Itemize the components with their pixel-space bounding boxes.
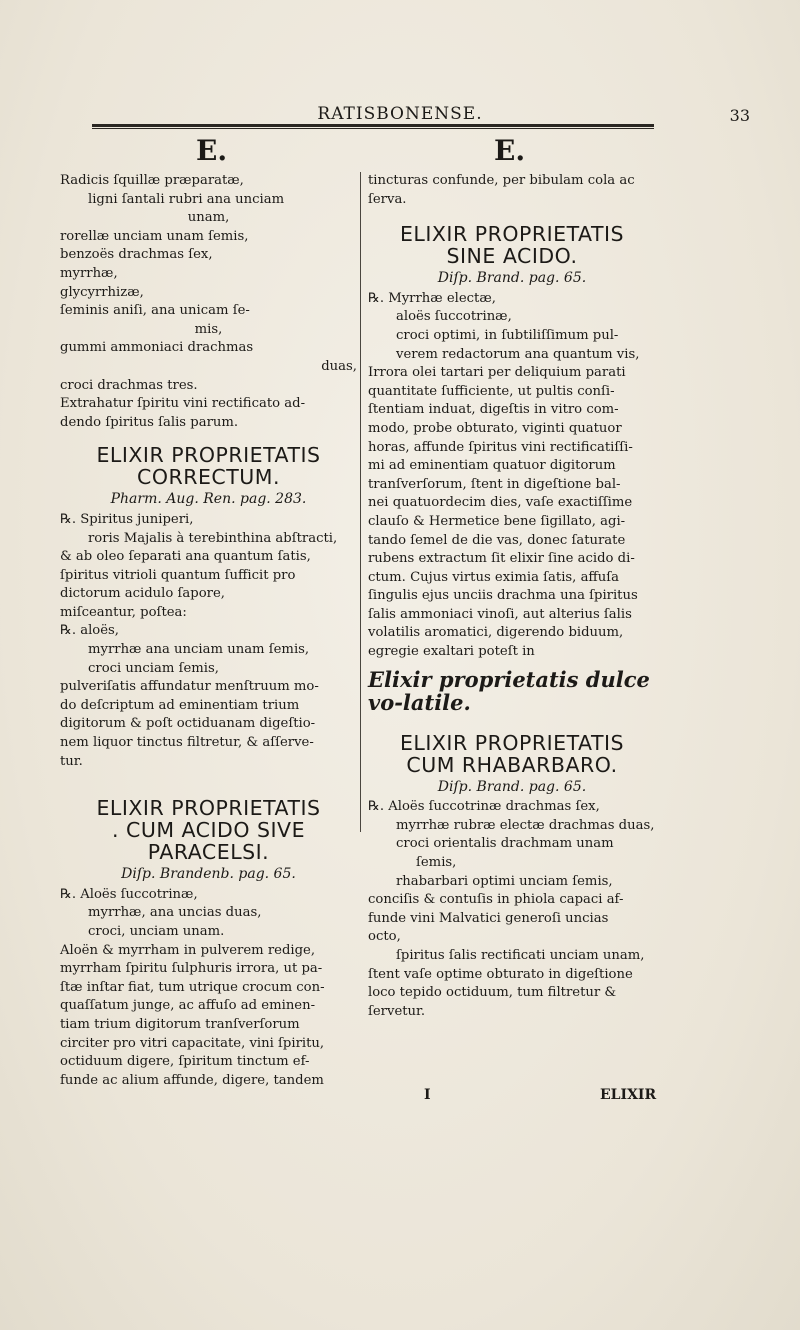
right-recipe-lines (368, 798, 656, 1021)
text-line: volatilis aromatici, digerendo biduum, (368, 625, 624, 641)
text-line: rorellæ unciam unam ſemis, (60, 228, 249, 244)
text-line: mis, (194, 321, 223, 337)
left-recipe-lines (60, 511, 357, 771)
text-line: ctum. Cujus virtus eximia ſatis, affuſa (368, 569, 620, 585)
text-line: myrrhæ ana unciam unam ſemis, (88, 642, 310, 658)
text-line: egregie exaltari poteſt in (368, 644, 535, 660)
text-line: myrrhæ rubræ electæ drachmas duas, (396, 817, 655, 833)
text-line: aloës ſuccotrinæ, (396, 309, 512, 325)
catchword: ELIXIR (600, 1087, 657, 1103)
text-line: pulveriſatis affundatur menſtruum mo- (60, 679, 319, 695)
text-line: rhabarbari optimi unciam ſemis, (396, 873, 613, 889)
header-rule (92, 124, 654, 127)
right-recipe-lines (368, 172, 656, 209)
text-line: horas, affunde ſpiritus vini rectificatiſſi- (368, 439, 633, 455)
text-line: quaſſatum junge, ac affuſo ad eminen- (60, 998, 316, 1014)
text-line: croci drachmas tres. (60, 377, 198, 393)
text-line: tincturas confunde, per bibulam cola ac (368, 173, 635, 188)
text-line: miſceantur, poſtea: (60, 604, 187, 620)
right-column-letter: E. (494, 134, 526, 167)
right-reference-2: Diſp. Brand. pag. 65. (437, 778, 587, 795)
italic-title: Elixir proprietatis dulce vo-latile. (368, 666, 650, 715)
text-line: benzoës drachmas ſex, (60, 247, 213, 263)
right-column (368, 172, 656, 1021)
text-line: & ab oleo ſeparati ana quantum ſatis, (60, 549, 311, 565)
text-line: conciſis & contuſis in phiola capaci af- (368, 892, 624, 908)
text-line: ℞. Spiritus juniperi, (60, 511, 194, 527)
text-line: croci orientalis drachmam unam (396, 836, 614, 852)
left-heading-1 (60, 444, 357, 488)
text-line: digitorum & poſt octiduanam digeſtio- (60, 716, 316, 732)
text-line: ſingulis ejus unciis drachma una ſpiritus (368, 588, 638, 604)
text-line: mi ad eminentiam quatuor digitorum (368, 458, 616, 474)
right-recipe-lines (368, 290, 656, 662)
text-line: loco tepido octiduum, tum filtretur & (368, 985, 617, 1001)
text-line: ſtentiam induat, digeſtis in vitro com- (368, 402, 619, 418)
text-line: ſtæ inſtar fiat, tum utrique crocum con- (60, 979, 325, 995)
page-number: 33 (729, 106, 750, 125)
text-line: croci unciam ſemis, (88, 660, 219, 676)
text-line: do deſcriptum ad eminentiam trium (60, 697, 300, 713)
text-line: nei quatuordecim dies, vaſe exactiſſime (368, 495, 633, 511)
text-line: ſpiritus vitrioli quantum ſufficit pro (60, 567, 296, 583)
text-line: croci, unciam unam. (88, 924, 225, 939)
text-line: tiam trium digitorum tranſverſorum (60, 1016, 300, 1032)
text-line: Radicis ſquillæ præparatæ, (60, 173, 244, 188)
left-reference-2: Diſp. Brandenb. pag. 65. (121, 866, 296, 883)
heading-line: ELIXIR PROPRIETATIS (399, 222, 625, 247)
text-line: tur. (60, 753, 83, 769)
heading-line: PARACELSI. (147, 840, 270, 865)
text-line: ſeminis aniſi, ana unicam ſe- (60, 303, 250, 319)
text-line: ſervetur. (368, 1003, 426, 1019)
text-line: Extrahatur ſpiritu vini rectificato ad- (60, 396, 306, 412)
column-divider (360, 172, 361, 832)
text-line: funde ac alium affunde, digere, tandem (60, 1072, 324, 1088)
text-line: croci optimi, in ſubtiliſſimum pul- (396, 327, 619, 343)
right-heading-1 (368, 223, 656, 267)
heading-line: ELIXIR PROPRIETATIS (399, 730, 625, 755)
text-line: myrrhæ, ana uncias duas, (88, 905, 262, 921)
text-line: ſerva. (368, 191, 407, 207)
text-line: ſtent vaſe optime obturato in digeſtione (368, 966, 633, 982)
text-line: ℞. aloës, (60, 623, 119, 639)
text-line: octiduum digere, ſpiritum tinctum ef- (60, 1054, 310, 1070)
text-line: ſpiritus ſalis rectificati unciam unam, (396, 948, 645, 963)
heading-line: CUM RHABARBARO. (406, 752, 618, 777)
header-rule-thin (92, 128, 654, 129)
text-line: circiter pro vitri capacitate, vini ſpiritu, (60, 1035, 325, 1051)
text-line: modo, probe obturato, viginti quatuor (368, 420, 622, 436)
left-column-letter: E. (196, 134, 228, 167)
text-line: ſemis, (416, 855, 457, 871)
text-line: gummi ammoniaci drachmas (60, 340, 254, 356)
text-line: unam, (187, 210, 230, 226)
text-line: roris Majalis à terebinthina abſtracti, (88, 530, 338, 546)
left-column (60, 172, 357, 1090)
text-line: duas, (321, 358, 357, 374)
text-line: tranſverſorum, ſtent in digeſtione bal- (368, 476, 621, 492)
text-line: glycyrrhizæ, (60, 284, 144, 300)
left-reference-1: Pharm. Aug. Ren. pag. 283. (110, 491, 307, 508)
heading-line: ELIXIR PROPRIETATIS (96, 443, 321, 468)
text-line: rubens extractum ſit elixir ſine acido di- (368, 551, 635, 567)
text-line: dictorum acidulo ſapore, (60, 586, 225, 602)
heading-line: SINE ACIDO. (446, 244, 578, 269)
heading-line: ELIXIR PROPRIETATIS (96, 796, 321, 821)
heading-line: . CUM ACIDO SIVE (111, 818, 306, 843)
text-line: ligni ſantali rubri ana unciam (88, 191, 285, 207)
right-heading-2 (368, 732, 656, 776)
signature-mark: I (424, 1087, 431, 1103)
text-line: dendo ſpiritus ſalis parum. (60, 414, 239, 430)
text-line: octo, (368, 929, 401, 945)
text-line: nem liquor tinctus filtretur, & aſſerve- (60, 735, 314, 751)
text-line: tando ſemel de die vas, donec ſaturate (368, 532, 626, 548)
left-recipe-lines (60, 886, 357, 1091)
text-line: verem redactorum ana quantum vis, (396, 346, 640, 362)
text-line: Aloën & myrrham in pulverem redige, (60, 942, 316, 958)
left-recipe-lines (60, 172, 357, 432)
left-heading-2 (60, 797, 357, 863)
text-line: funde vini Malvatici generoſi uncias (368, 910, 609, 926)
text-line: quantitate ſufficiente, ut pultis conſi- (368, 383, 615, 399)
text-line: ſalis ammoniaci vinoſi, aut alterius ſalis (368, 606, 632, 622)
text-line: ℞. Aloës ſuccotrinæ, (60, 886, 198, 902)
running-title: RATISBONENSE. (317, 104, 483, 124)
text-line: myrrhæ, (60, 265, 118, 281)
text-line: Irrora olei tartari per deliquium parati (368, 365, 626, 381)
heading-line: CORRECTUM. (137, 465, 280, 490)
text-line: ℞. Aloës ſuccotrinæ drachmas ſex, (368, 799, 600, 815)
right-reference-1: Diſp. Brand. pag. 65. (437, 270, 587, 287)
text-line: myrrham ſpiritu ſulphuris irrora, ut pa- (60, 961, 323, 977)
text-line: clauſo & Hermetice bene ſigillato, agi- (368, 513, 626, 529)
text-line: ℞. Myrrhæ electæ, (368, 290, 496, 306)
